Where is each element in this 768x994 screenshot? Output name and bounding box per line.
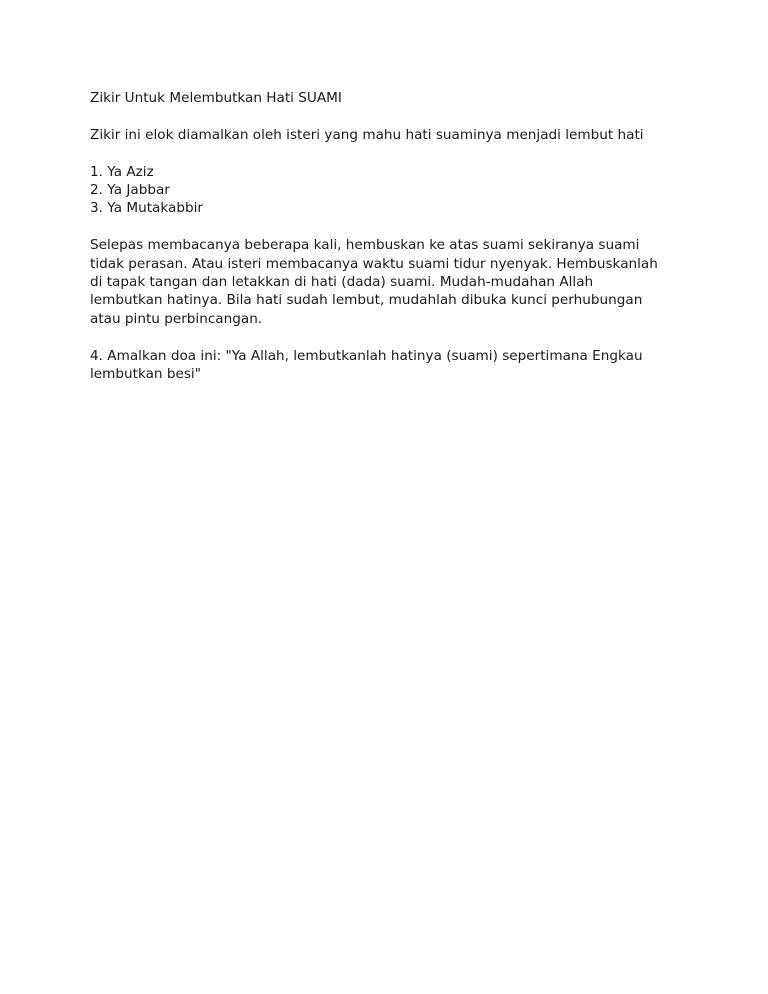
paragraph-line: atau pintu perbincangan. (90, 310, 263, 327)
spacer (90, 328, 690, 346)
list-item: 1. Ya Aziz (90, 163, 154, 180)
paragraph-line: Selepas membacanya beberapa kali, hembuskan ke atas suami sekiranya suami (90, 237, 640, 254)
instruction-paragraph (90, 236, 690, 328)
spacer (90, 107, 690, 125)
paragraph-line: lembutkan hatinya. Bila hati sudah lembut, mudahlah dibuka kunci perhubungan (90, 292, 643, 309)
paragraph-line: tidak perasan. Atau isteri membacanya waktu suami tidur nyenyak. Hembuskanlah (90, 255, 658, 272)
paragraph-line: di tapak tangan dan letakkan di hati (dada) suami. Mudah-mudahan Allah (90, 274, 594, 291)
document-body (90, 89, 690, 383)
intro-text: Zikir ini elok diamalkan oleh isteri yang mahu hati suaminya menjadi lembut hati (90, 126, 644, 143)
zikir-list (90, 163, 690, 218)
spacer (90, 218, 690, 236)
list-item: 2. Ya Jabbar (90, 182, 170, 198)
list-item: 3. Ya Mutakabbir (90, 200, 203, 217)
closing-paragraph (90, 347, 690, 384)
spacer (90, 144, 690, 162)
document-title: Zikir Untuk Melembutkan Hati SUAMI (90, 90, 342, 106)
paragraph-line: lembutkan besi" (90, 366, 201, 383)
paragraph-line: 4. Amalkan doa ini: "Ya Allah, lembutkanlah hatinya (suami) sepertimana Engkau (90, 347, 643, 364)
